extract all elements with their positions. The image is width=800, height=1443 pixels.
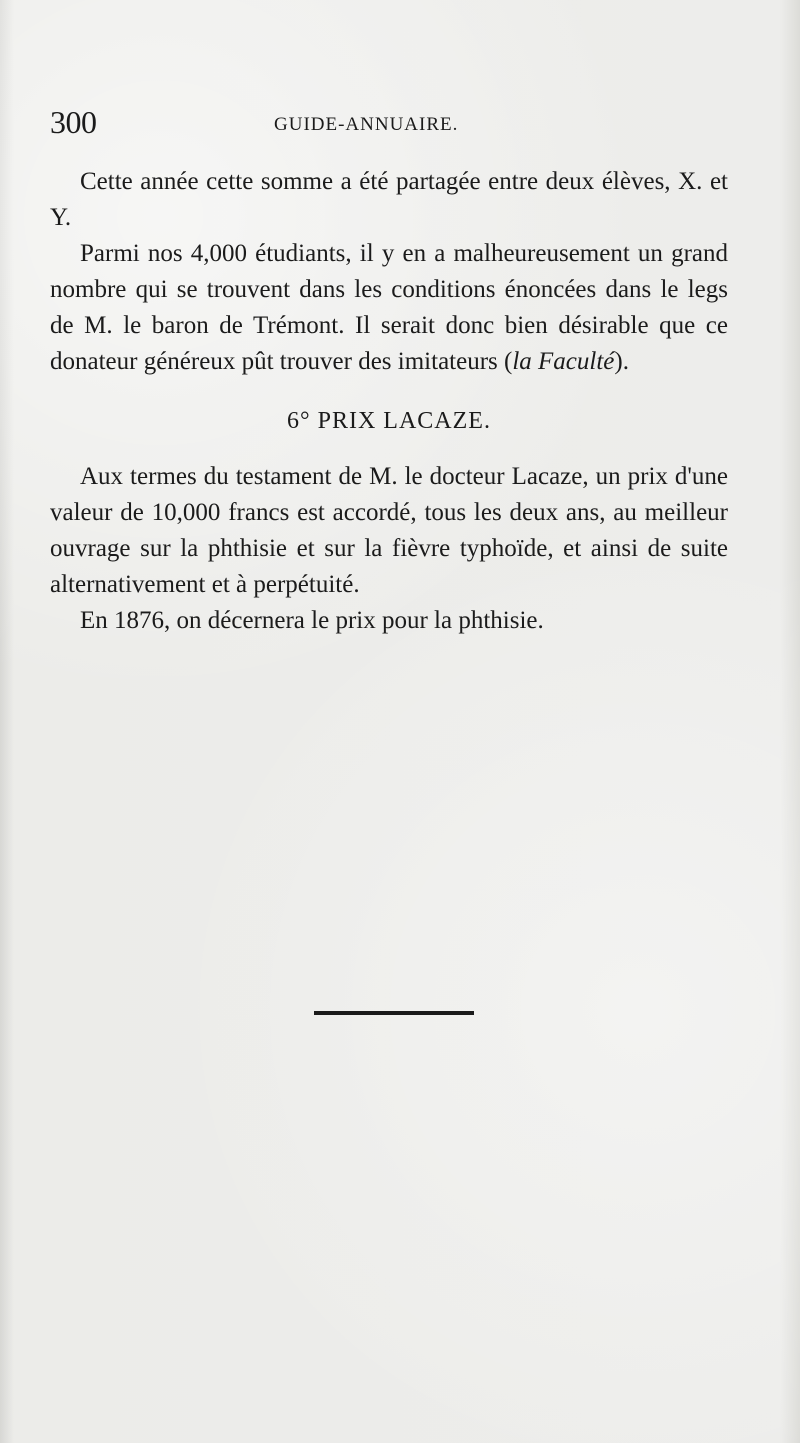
page-header bbox=[50, 104, 750, 144]
paragraph-1: Cette année cette somme a été partagée entre deux élèves, X. et Y. bbox=[50, 168, 728, 231]
paragraph-4: En 1876, on décernera le prix pour la phthisie. bbox=[80, 607, 544, 634]
section-heading: 6° PRIX LACAZE. bbox=[287, 408, 491, 434]
paragraph-3: Aux termes du testament de M. le docteur Lacaze, un prix d'une valeur de 10,000 francs est accordé, tous les deux ans, au meilleur ouvrage sur la phthisie et sur la fièvre typhoïde, et ainsi de suite alternativement et à perpétuité. bbox=[50, 463, 728, 598]
paragraph-2 bbox=[50, 236, 728, 380]
running-head: GUIDE-ANNUAIRE. bbox=[274, 114, 459, 135]
section-divider bbox=[314, 1011, 474, 1015]
paragraph-2-end: ). bbox=[614, 348, 629, 375]
page-body bbox=[50, 164, 728, 639]
page-number: 300 bbox=[50, 104, 97, 140]
paragraph-2-main: Parmi nos 4,000 étudiants, il y en a malheureusement un grand nombre qui se trouvent dans les conditions énoncées dans le legs de M. le baron de Trémont. Il serait donc bien désirable que ce donateur généreux pût trouver des imitateurs ( bbox=[50, 240, 728, 375]
paragraph-2-italic: la Faculté bbox=[512, 348, 615, 375]
